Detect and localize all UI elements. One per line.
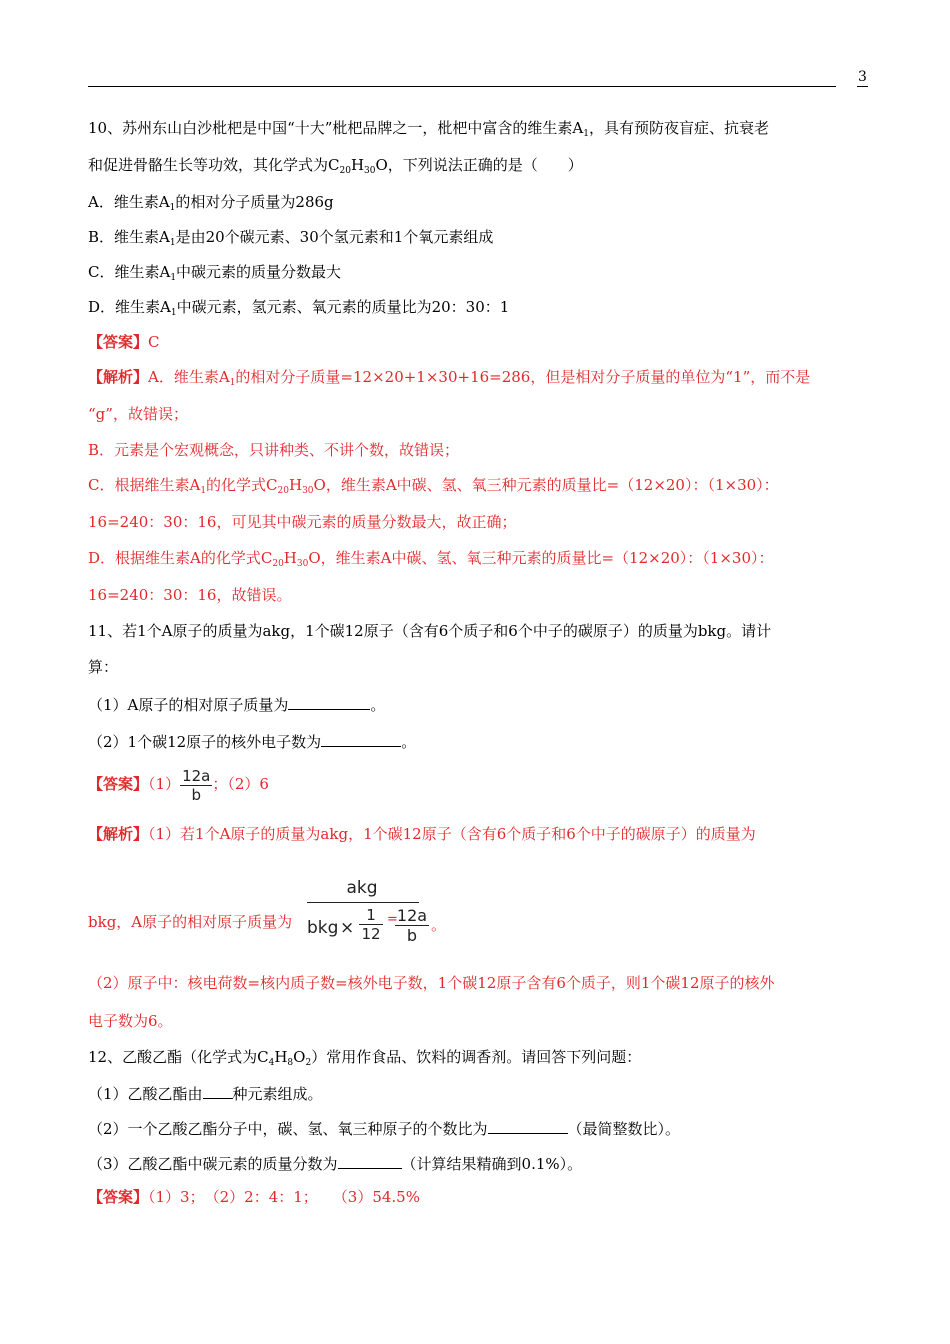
answer-blank [321, 730, 401, 747]
analysis-tag: 【解析】 [88, 825, 149, 843]
q10-analysis-line6: D．根据维生素A的化学式$C_{20}H_{30}O$，维生素A中碳、氢、氧三种元素的质量比=（12×20）：（1×30）： [88, 549, 774, 569]
q10-option-b: B．维生素$A_1$是由20个碳元素、30个氢元素和1个氧元素组成 [88, 228, 494, 248]
q11-analysis-line4: 电子数为6。 [88, 1012, 173, 1030]
answer-blank [288, 693, 370, 710]
q11-answer: 【答案】（1） $\frac{12a}{b}$ ；（2）6 [88, 766, 269, 804]
q12-answer: 【答案】（1）3； （2）2：4：1； （3）54.5% [88, 1188, 420, 1206]
q10-option-d: D．维生素$A_1$中碳元素，氢元素、氧元素的质量比为20：30：1 [88, 298, 510, 318]
q10-option-c: C．维生素$A_1$中碳元素的质量分数最大 [88, 263, 342, 283]
header-rule [88, 86, 836, 87]
q12-sub3: （3）乙酸乙酯中碳元素的质量分数为 （计算结果精确到0.1%）。 [88, 1152, 582, 1174]
q10-analysis-line1: 【解析】A．维生素$A_1$的相对分子质量=12×20+1×30+16=286，但是相对分子质量的单位为“1”，而不是 [88, 368, 811, 388]
q10-option-a: A．维生素$A_1$的相对分子质量为286g [88, 193, 334, 213]
q10-analysis-line2: “g”，故错误； [88, 405, 188, 423]
q10-stem-line2: 和促进骨骼生长等功效，其化学式为$C_{20}H_{30}O$，下列说法正确的是（ ） [88, 156, 583, 176]
q10-answer: 【答案】C [88, 333, 160, 351]
answer-fraction: $\frac{12a}{b}$ [182, 766, 211, 804]
q11-stem-line2: 算： [88, 658, 119, 676]
q11-analysis-line3: （2）原子中：核电荷数=核内质子数=核外电子数，1个碳12原子含有6个质子，则1个碳12原子的核外 [88, 974, 775, 992]
analysis-tag: 【解析】 [88, 368, 149, 386]
q11-analysis-line2: bkg，A原子的相对原子质量为 [88, 913, 293, 931]
answer-blank [203, 1082, 233, 1099]
answer-blank [338, 1152, 402, 1169]
q10-analysis-line7: 16=240：30：16，故错误。 [88, 586, 292, 604]
answer-tag: 【答案】 [88, 775, 149, 793]
q11-sub2: （2）1个碳12原子的核外电子数为 。 [88, 730, 416, 752]
q12-stem: 12、乙酸乙酯（化学式为$C_4H_8O_2$）常用作食品、饮料的调香剂。请回答下列问题： [88, 1048, 642, 1068]
q10-analysis-line3: B．元素是个宏观概念，只讲种类、不讲个数，故错误； [88, 441, 460, 459]
q10-analysis-line4: C．根据维生素$A_1$的化学式$C_{20}H_{30}O$，维生素A中碳、氢、氧三种元素的质量比=（12×20）：（1×30）： [88, 476, 779, 496]
q11-stem-line1: 11、若1个A原子的质量为akg，1个碳12原子（含有6个质子和6个中子的碳原子）的质量为bkg。请计 [88, 622, 772, 640]
relative-mass-formula: akg bkg × 1 12 = 12a b 。 [307, 878, 447, 945]
answer-blank [488, 1117, 568, 1134]
q11-sub1: （1）A原子的相对原子质量为 。 [88, 693, 385, 715]
q11-analysis-line1: 【解析】（1）若1个A原子的质量为akg，1个碳12原子（含有6个质子和6个中子的碳原子）的质量为 [88, 825, 756, 843]
q12-sub2: （2）一个乙酸乙酯分子中，碳、氢、氧三种原子的个数比为 （最简整数比）。 [88, 1117, 680, 1139]
answer-tag: 【答案】 [88, 333, 149, 351]
answer-tag: 【答案】 [88, 1188, 149, 1206]
q12-sub1: （1）乙酸乙酯由 种元素组成。 [88, 1082, 323, 1104]
page-number: 3 [858, 69, 867, 85]
q10-analysis-line5: 16=240：30：16，可见其中碳元素的质量分数最大，故正确； [88, 513, 517, 531]
q10-stem-line1: 10、苏州东山白沙枇杷是中国“十大”枇杷品牌之一，枇杷中富含的维生素$A_1$，具有预防夜盲症、抗衰老 [88, 119, 770, 139]
